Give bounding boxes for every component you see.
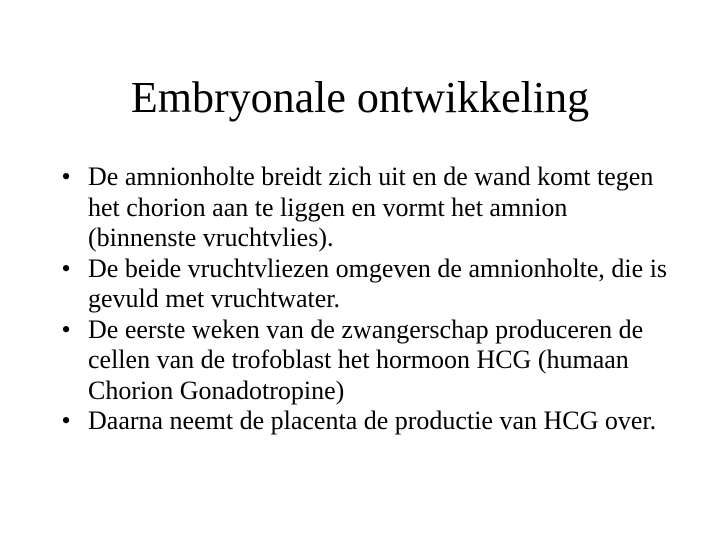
bullet-text: De beide vruchtvliezen omgeven de amnionholte, die is gevuld met vruchtwater.: [88, 253, 668, 313]
bullet-dot-icon: •: [61, 253, 71, 283]
bullet-dot-icon: •: [61, 406, 71, 435]
bullet-text: De eerste weken van de zwangerschap produceren de cellen van de trofoblast het hormoon HCG (humaan Chorion Gonadotropine): [88, 314, 644, 405]
bullet-text: Daarna neemt de placenta de productie van HCG over.: [88, 406, 657, 435]
bullet-text: De amnionholte breidt zich uit en de wand komt tegen het chorion aan te liggen en vormt het amnion (binnenste vruchtvlies).: [88, 162, 654, 252]
bullet-item: [56, 254, 676, 315]
bullet-dot-icon: •: [61, 314, 71, 344]
slide-title: Embryonale ontwikkeling: [130, 73, 590, 122]
bullet-list: [56, 162, 676, 437]
bullet-item: [56, 315, 676, 407]
bullet-item: [56, 162, 676, 254]
bullet-dot-icon: •: [61, 162, 71, 191]
bullet-item: [56, 406, 676, 437]
